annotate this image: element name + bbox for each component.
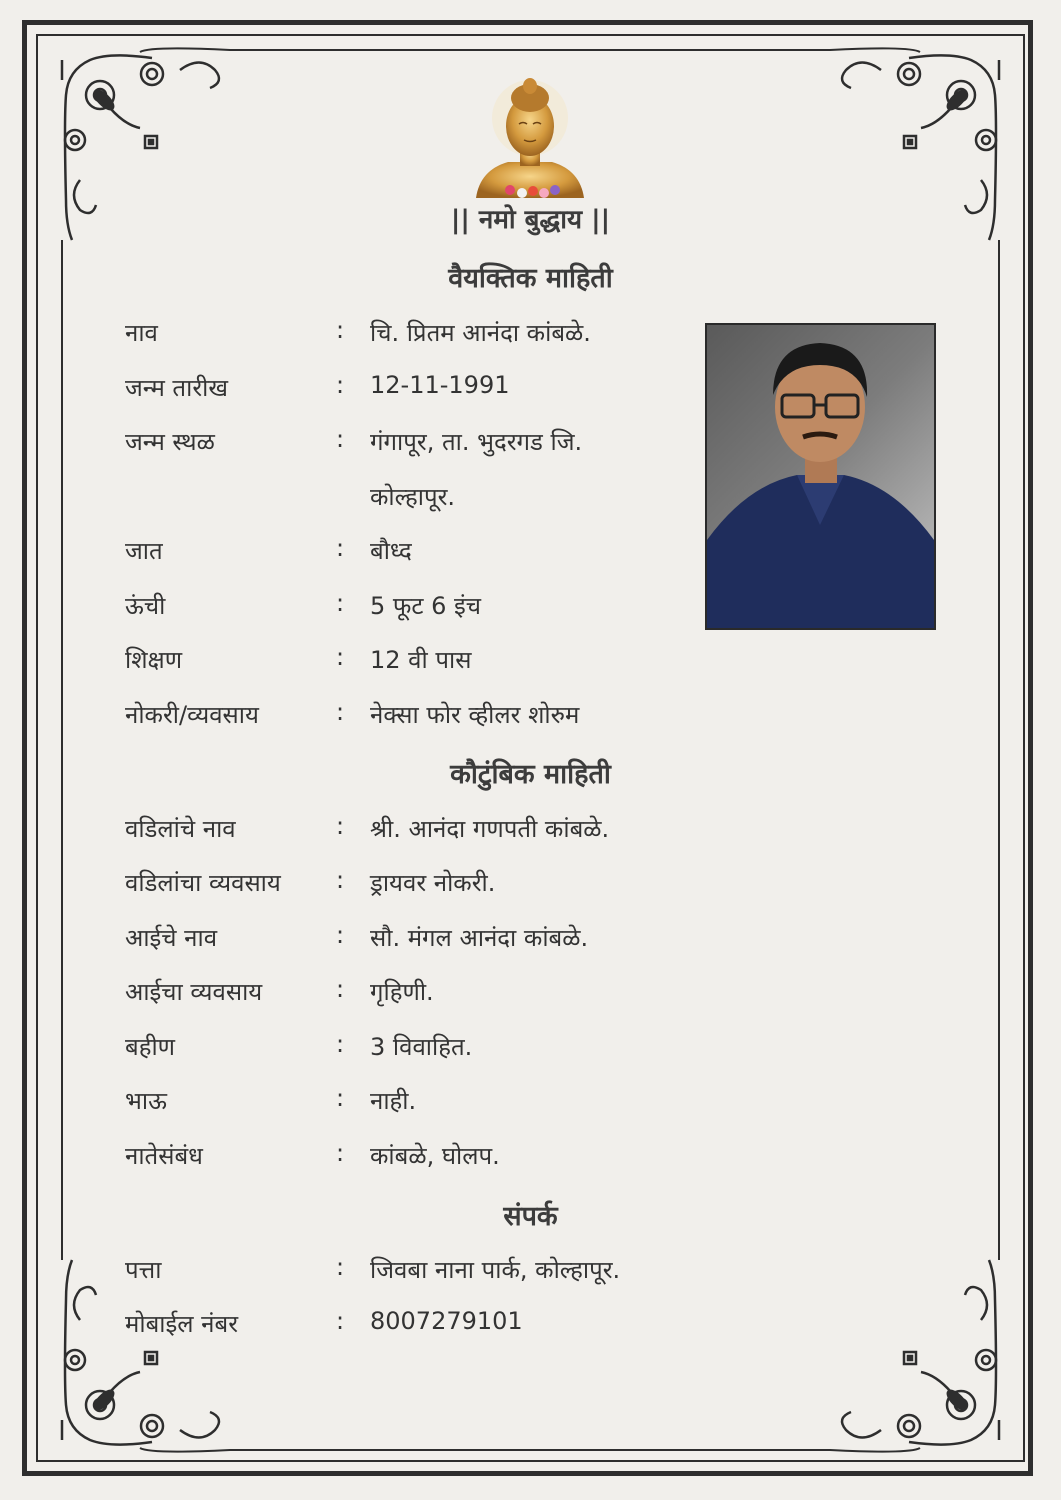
separator: : xyxy=(336,1307,345,1335)
buddha-icon xyxy=(470,78,590,204)
row-label: पत्ता xyxy=(125,1256,162,1284)
row-label: भाऊ xyxy=(125,1087,167,1115)
separator: : xyxy=(336,921,345,949)
separator: : xyxy=(336,866,345,894)
row-value: ड्रायवर नोकरी. xyxy=(370,869,496,897)
row-label: ऊंची xyxy=(125,592,166,620)
row-label: वडिलांचा व्यवसाय xyxy=(125,869,281,897)
separator: : xyxy=(336,1084,345,1112)
info-row-address xyxy=(0,1253,1061,1307)
info-row-education xyxy=(0,643,1061,697)
separator: : xyxy=(336,316,345,344)
row-value: जिवबा नाना पार्क, कोल्हापूर. xyxy=(370,1256,621,1284)
separator: : xyxy=(336,643,345,671)
row-label: बहीण xyxy=(125,1033,176,1061)
row-value: सौ. मंगल आनंदा कांबळे. xyxy=(370,924,589,952)
separator: : xyxy=(336,1253,345,1281)
profile-photo xyxy=(705,323,936,630)
separator: : xyxy=(336,1139,345,1167)
info-row-father-name xyxy=(0,812,1061,866)
info-row-mother-name xyxy=(0,921,1061,975)
person-portrait-icon xyxy=(707,325,934,628)
row-value: चि. प्रितम आनंदा कांबळे. xyxy=(370,319,591,347)
row-value: 8007279101 xyxy=(370,1307,523,1335)
info-row-brothers xyxy=(0,1084,1061,1138)
separator: : xyxy=(336,1030,345,1058)
row-label: वडिलांचे नाव xyxy=(125,815,236,843)
row-label: नाव xyxy=(125,319,158,347)
separator: : xyxy=(336,975,345,1003)
row-value: 5 फूट 6 इंच xyxy=(370,592,482,620)
info-row-father-occupation xyxy=(0,866,1061,920)
row-label: आईचा व्यवसाय xyxy=(125,978,263,1006)
section-heading-personal: वैयक्तिक माहिती xyxy=(448,263,613,294)
separator: : xyxy=(336,589,345,617)
row-value: बौध्द xyxy=(370,537,412,565)
row-value: श्री. आनंदा गणपती कांबळे. xyxy=(370,815,610,843)
separator: : xyxy=(336,812,345,840)
row-value: गृहिणी. xyxy=(370,978,434,1006)
row-label: नोकरी/व्यवसाय xyxy=(125,701,259,729)
row-value: 12-11-1991 xyxy=(370,371,510,399)
info-row-relatives xyxy=(0,1139,1061,1193)
row-value: 12 वी पास xyxy=(370,646,472,674)
row-label: आईचे नाव xyxy=(125,924,218,952)
row-value: कांबळे, घोलप. xyxy=(370,1142,500,1170)
row-label: जात xyxy=(125,537,163,565)
row-value: नेक्सा फोर व्हीलर शोरुम xyxy=(370,701,580,729)
row-value: 3 विवाहित. xyxy=(370,1033,473,1061)
row-value: गंगापूर, ता. भुदरगड जि. xyxy=(370,428,583,456)
info-row-occupation xyxy=(0,698,1061,752)
info-row-mother-occupation xyxy=(0,975,1061,1029)
motto: || नमो बुद्धाय || xyxy=(450,205,611,235)
info-row-mobile xyxy=(0,1307,1061,1361)
separator: : xyxy=(336,371,345,399)
row-label: नातेसंबंध xyxy=(125,1142,203,1170)
row-label: जन्म स्थळ xyxy=(125,428,215,456)
separator: : xyxy=(336,425,345,453)
row-value: नाही. xyxy=(370,1087,417,1115)
row-label: शिक्षण xyxy=(125,646,183,674)
row-label: मोबाईल नंबर xyxy=(125,1310,239,1338)
row-value: कोल्हापूर. xyxy=(370,483,456,511)
info-row-sisters xyxy=(0,1030,1061,1084)
separator: : xyxy=(336,534,345,562)
separator: : xyxy=(336,698,345,726)
section-heading-family: कौटुंबिक माहिती xyxy=(450,759,611,790)
section-heading-contact: संपर्क xyxy=(503,1201,558,1232)
row-label: जन्म तारीख xyxy=(125,374,228,402)
